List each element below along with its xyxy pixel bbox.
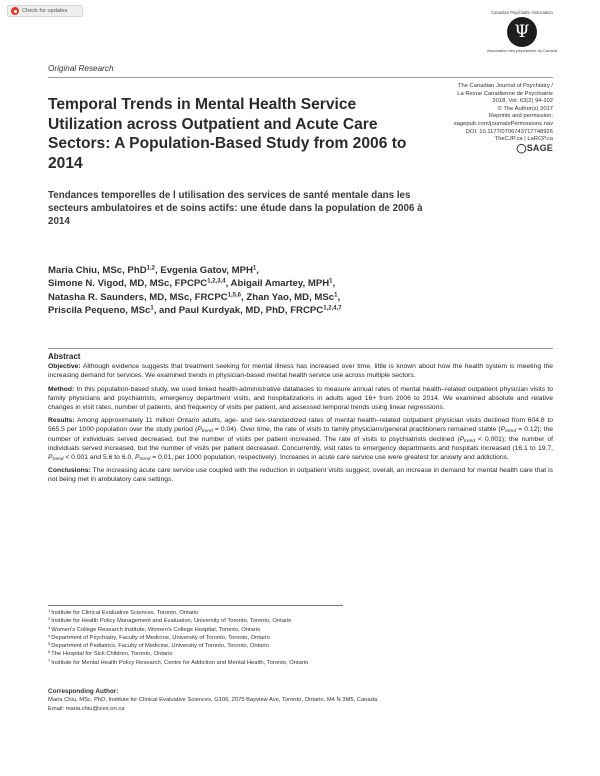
footnote-number: 7 (48, 657, 51, 663)
author-name[interactable]: Simone N. Vigod, MD, MSc, FPCPC (48, 278, 208, 290)
author-separator: , (241, 291, 247, 303)
p-value-subscript: trend (464, 438, 476, 444)
results-text: = 0.01, per 1000 population, respectively). Increases in acute care service use were greatest for anxiety and addictions. (150, 454, 509, 462)
results-text: < 0.001); the number of individuals served increased, but the number of visits per patient decreased. Concurrently, visit rates to emergency departments and hospitals increased (16.1 to 19.7, (48, 435, 553, 452)
author-line (48, 291, 468, 304)
footnote-item (48, 650, 553, 658)
author-separator: , (256, 265, 259, 276)
results-label: Results: (48, 417, 75, 425)
author-affiliation: 1,2,4,7 (323, 305, 342, 312)
abstract (48, 352, 553, 489)
permissions-link[interactable]: sagepub.com/journalsPermissions.nav (453, 120, 553, 127)
p-value-subscript: trend (52, 457, 64, 463)
journal-info-line: Reprints and permission: (488, 113, 553, 120)
journal-info-line: La Revue Canadienne de Psychiatrie (457, 90, 553, 97)
corresponding-author-heading: Corresponding Author: (48, 688, 119, 695)
update-icon (11, 7, 19, 15)
footnote-number: 5 (48, 641, 51, 647)
method-label: Method: (48, 385, 75, 393)
article-type-label: Original Research (48, 64, 114, 73)
author-affiliation: 1 (329, 278, 333, 285)
conclusions-label: Conclusions: (48, 467, 91, 475)
footnote-number: 3 (48, 624, 51, 630)
logo-top-text: Canadian Psychiatric Association (491, 10, 553, 15)
article-subtitle-french: Tendances temporelles de l utilisation des services de santé mentale dans les secteurs ambulatoires et de soins actifs: une étude dans la population de 2006 à 2014 (48, 190, 423, 227)
footnote-number: 1 (48, 608, 51, 613)
footnote-text: Department of Psychiatry, Faculty of Medicine, University of Toronto, Toronto, Ontario (51, 634, 270, 641)
footnote-number: 6 (48, 649, 51, 655)
abstract-conclusions (48, 466, 553, 484)
objective-text: Although evidence suggests that treatment seeking for mental illness has increased over time, little is known about how the health system is meeting the increasing demand for services. We examined trends in physician-based mental health service use across multiple sectors. (48, 363, 553, 380)
society-logo (486, 10, 558, 54)
author-line (48, 304, 468, 317)
p-value-symbol: P (134, 454, 140, 462)
footnote-divider (48, 605, 343, 606)
abstract-results (48, 416, 553, 462)
results-text: = 0.12); the number of individuals served decreased, but the number of visits per patient increased. The rate of visits to psychiatrists declined ( (48, 426, 554, 443)
p-value-symbol: P (197, 426, 202, 434)
author-line (48, 277, 468, 290)
abstract-method (48, 385, 553, 413)
author-list (48, 264, 468, 318)
abstract-heading: Abstract (48, 352, 81, 361)
doi-link[interactable]: DOI: 10.1177/0706743717748926 (465, 128, 553, 135)
footnote-item (48, 617, 553, 625)
author-line (48, 264, 468, 277)
author-name[interactable]: Evgenia Gatov, MPH (160, 265, 253, 276)
p-value-subscript: trend (139, 457, 151, 463)
author-affiliation: 1,5,6 (227, 292, 242, 299)
header-divider (48, 77, 553, 78)
author-affiliation: 1,2,3,4 (207, 278, 226, 285)
results-text: Among approximately 11 million Ontario adults, age- and sex-standardized rates of mental health–related outpatient physician visits declined from 604.8 to 565.5 per 1000 population over the study period ( (48, 417, 553, 434)
author-affiliation: 1 (252, 265, 257, 272)
footnote-text: Institute for Clinical Evaluative Sciences, Toronto, Ontario (51, 610, 199, 616)
author-separator: , (332, 278, 336, 290)
author-name[interactable]: Abigail Amartey, MPH (230, 278, 330, 290)
footnote-item (48, 642, 553, 650)
author-separator: , (225, 278, 231, 290)
check-for-updates-label: Check for updates (22, 8, 68, 14)
psi-logo-icon: Ψ (507, 17, 537, 47)
p-value-symbol: P (500, 426, 506, 434)
author-affiliation: 1 (334, 292, 338, 299)
author-affiliation: 1 (150, 305, 154, 312)
logo-bottom-text: Association des psychiatres du Canada (486, 48, 558, 53)
results-text: < 0.001 and 5.6 to 6.0, (63, 454, 135, 462)
journal-info-line: The Canadian Journal of Psychiatry / (457, 83, 553, 89)
author-name[interactable]: Priscila Pequeno, MSc (48, 305, 151, 317)
journal-info-line: © The Author(s) 2017 (497, 105, 553, 112)
author-name[interactable]: Maria Chiu, MSc, PhD (48, 265, 147, 276)
footnote-text: The Hospital for Sick Children, Toronto, Ontario (51, 651, 173, 658)
footnote-item (48, 659, 553, 667)
p-value-subscript: trend (505, 429, 517, 435)
footnote-item (48, 626, 553, 634)
footnote-item (48, 609, 553, 617)
footnote-text: Institute for Health Policy Management and Evaluation, University of Toronto, Toronto, Ontario (51, 618, 292, 625)
corresponding-author (48, 688, 553, 713)
results-text: = 0.04). Over time, the rate of visits to family physicians/general practitioners remained stable ( (212, 426, 501, 434)
corresponding-author-email[interactable]: Email: maria.chiu@ices.on.ca (48, 705, 125, 712)
author-affiliation: 1,2 (146, 265, 155, 272)
journal-website-link[interactable]: TheCJP.ca | LaRCP.ca (494, 136, 553, 143)
objective-label: Objective: (48, 363, 81, 371)
footnote-text: Institute for Mental Health Policy Research, Centre for Addiction and Mental Health, Toronto, Ontario (51, 659, 309, 666)
author-separator: , and (153, 305, 179, 317)
author-separator: , (154, 265, 161, 276)
publisher-name: SAGE (526, 142, 553, 153)
footnote-number: 4 (48, 632, 51, 638)
footnote-text: Women's College Research Institute, Women's College Hospital, Toronto, Ontario (51, 626, 261, 633)
abstract-divider (48, 348, 553, 349)
method-text: In this population-based study, we used linked health-administrative databases to measure annual rates of mental health–related outpatient physician visits to family physicians and psychiatrists, emergency department visits, and hospitalizations in adults aged 16+ from 2006 to 2014. We examined absolute and relative changes in visit rates, number of patients, and frequency of visits per patient, and assessed temporal trends using linear regressions. (48, 385, 553, 412)
author-name[interactable]: Natasha R. Saunders, MD, MSc, FRCPC (48, 291, 228, 303)
footnote-text: Department of Pediatrics, Faculty of Medicine, University of Toronto, Toronto, Ontario (51, 643, 269, 650)
affiliation-footnotes (48, 609, 553, 667)
sage-logo: ◯SAGE (516, 142, 553, 153)
author-name[interactable]: Zhan Yao, MD, MSc (246, 291, 335, 303)
abstract-objective (48, 362, 553, 380)
footnote-item (48, 634, 553, 642)
journal-info (406, 83, 553, 152)
p-value-symbol: P (459, 435, 465, 443)
conclusions-text: The increasing acute care service use coupled with the reduction in outpatient visits suggest, overall, an increase in demand for mental health care that is not being met in ambulatory care settings. (48, 467, 553, 484)
footnote-number: 2 (48, 616, 51, 622)
journal-info-line: 2018, Vol. 63(2) 94-102 (492, 98, 553, 105)
check-for-updates-badge[interactable] (7, 5, 83, 17)
p-value-subscript: trend (201, 429, 213, 435)
article-title: Temporal Trends in Mental Health Service Utilization across Outpatient and Acute Care Sectors: A Population-Based Study from 2006 to 2014 (48, 96, 407, 172)
author-name[interactable]: Paul Kurdyak, MD, PhD, FRCPC (178, 305, 324, 317)
p-value-symbol: P (48, 454, 53, 462)
corresponding-author-address: Maria Chiu, MSc, PhD, Institute for Clinical Evaluative Sciences, G106, 2075 Bayview Ave, Toronto, Ontario, M4 N 3M5, Canada. (48, 697, 379, 704)
author-separator: , (337, 291, 341, 303)
